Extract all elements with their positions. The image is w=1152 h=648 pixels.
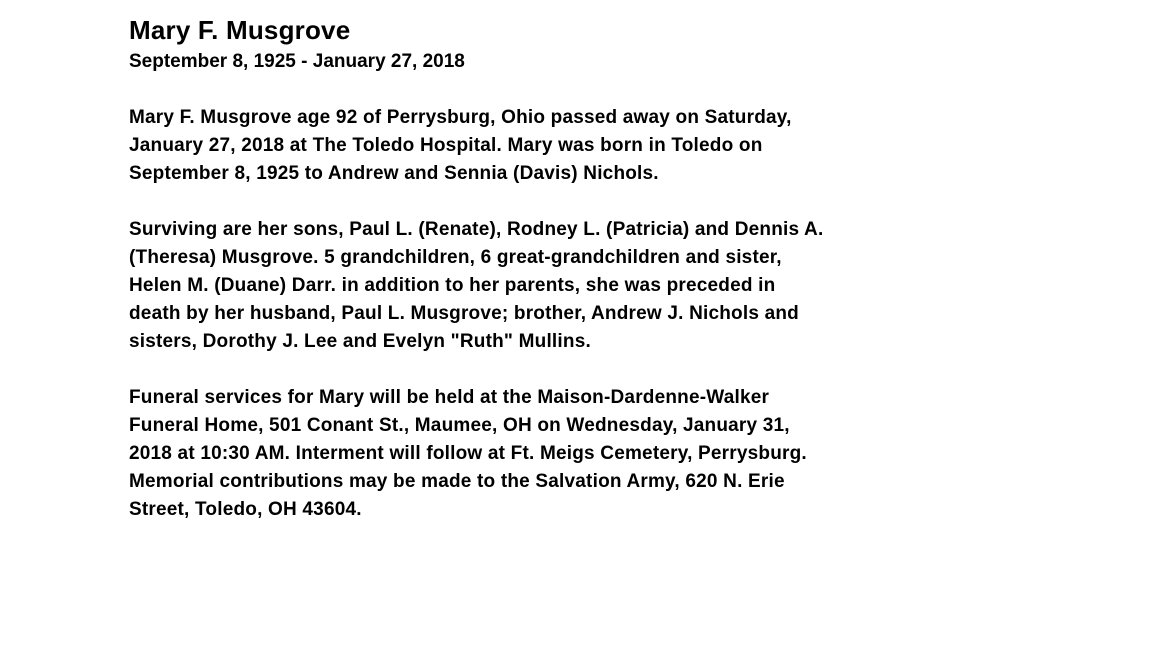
paragraph-biography — [129, 104, 1029, 188]
text-line: Street, Toledo, OH 43604. — [129, 499, 362, 520]
text-line: Mary F. Musgrove age 92 of Perrysburg, Ohio passed away on Saturday, — [129, 107, 792, 128]
text-line: Memorial contributions may be made to the Salvation Army, 620 N. Erie — [129, 471, 785, 492]
text-line: death by her husband, Paul L. Musgrove; brother, Andrew J. Nichols and — [129, 303, 799, 324]
text-line: Helen M. (Duane) Darr. in addition to her parents, she was preceded in — [129, 275, 776, 296]
paragraph-services — [129, 384, 1029, 524]
text-line: January 27, 2018 at The Toledo Hospital. Mary was born in Toledo on — [129, 135, 763, 156]
text-line: Funeral Home, 501 Conant St., Maumee, OH on Wednesday, January 31, — [129, 415, 790, 436]
text-line: Surviving are her sons, Paul L. (Renate), Rodney L. (Patricia) and Dennis A. — [129, 219, 824, 240]
text-line: 2018 at 10:30 AM. Interment will follow at Ft. Meigs Cemetery, Perrysburg. — [129, 443, 807, 464]
life-dates: September 8, 1925 - January 27, 2018 — [129, 51, 465, 72]
text-line: (Theresa) Musgrove. 5 grandchildren, 6 great-grandchildren and sister, — [129, 247, 782, 268]
paragraph-survivors — [129, 216, 1029, 356]
text-line: sisters, Dorothy J. Lee and Evelyn "Ruth" Mullins. — [129, 331, 591, 352]
obituary-title: Mary F. Musgrove — [129, 15, 351, 45]
text-line: September 8, 1925 to Andrew and Sennia (Davis) Nichols. — [129, 163, 659, 184]
obituary-content — [129, 14, 1029, 524]
text-line: Funeral services for Mary will be held at the Maison-Dardenne-Walker — [129, 387, 770, 408]
